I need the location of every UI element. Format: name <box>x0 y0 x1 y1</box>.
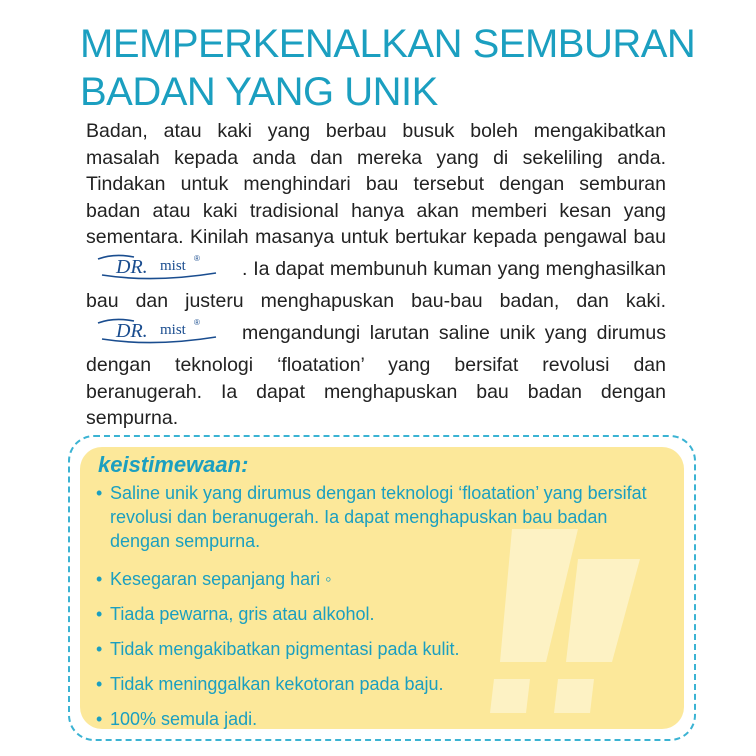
feature-item <box>96 707 666 731</box>
feature-text: Tiada pewarna, gris atau alkohol. <box>110 604 375 624</box>
logo-registered-mark: ® <box>194 317 200 327</box>
logo-registered-mark: ® <box>194 253 200 263</box>
bullet-icon: • <box>96 604 103 624</box>
logo-text-mist: mist <box>160 257 186 274</box>
feature-item <box>96 481 666 553</box>
feature-text: Tidak mengakibatkan pigmentasi pada kulit. <box>110 639 460 659</box>
feature-text: Kesegaran sepanjang hari ◦ <box>110 569 332 589</box>
intro-text-part-1: Badan, atau kaki yang berbau busuk boleh mengakibatkan masalah kepada anda dan mereka yang di sekeliling anda. Tindakan untuk menghindari bau tersebut dengan semburan badan atau kaki tradisional hanya akan memberi kesan yang sementara. Kinilah masanya untuk bertukar kepada pengawal bau <box>86 120 666 248</box>
logo-text-dr: DR. <box>116 319 148 342</box>
title-line-2: BADAN YANG UNIK <box>80 70 438 114</box>
dr-mist-logo-svg <box>94 315 234 345</box>
dr-mist-logo <box>94 251 234 289</box>
dr-mist-logo <box>94 315 234 353</box>
bullet-icon: • <box>96 674 103 694</box>
bullet-icon: • <box>96 709 103 729</box>
feature-item <box>96 567 666 591</box>
features-heading: keistimewaan: <box>98 452 249 477</box>
feature-item <box>96 672 666 696</box>
intro-text-part-3: mengandungi larutan saline unik yang dirumus dengan teknologi ‘floatation’ yang bersifat revolusi dan beranugerah. Ia dapat menghapuskan bau badan dengan sempurna. <box>86 321 666 429</box>
intro-paragraph <box>86 118 666 432</box>
feature-text: Saline unik yang dirumus dengan teknologi ‘floatation’ yang bersifat revolusi dan beranugerah. Ia dapat menghapuskan bau badan dengan sempurna. <box>110 483 647 551</box>
page-title <box>80 20 740 116</box>
feature-item <box>96 637 666 661</box>
features-list <box>96 481 666 742</box>
bullet-icon: • <box>96 483 103 503</box>
bullet-icon: • <box>96 569 103 589</box>
title-line-1: MEMPERKENALKAN SEMBURAN <box>80 22 696 66</box>
feature-text: Tidak meninggalkan kekotoran pada baju. <box>110 674 444 694</box>
bullet-icon: • <box>96 639 103 659</box>
feature-item <box>96 602 666 626</box>
logo-text-mist: mist <box>160 321 186 338</box>
dr-mist-logo-svg <box>94 251 234 281</box>
feature-text: 100% semula jadi. <box>110 709 258 729</box>
logo-text-dr: DR. <box>116 255 148 278</box>
intro-text-part-2: . Ia dapat membunuh kuman yang menghasilkan bau dan justeru menghapuskan bau-bau badan, dan kaki. <box>86 257 666 312</box>
